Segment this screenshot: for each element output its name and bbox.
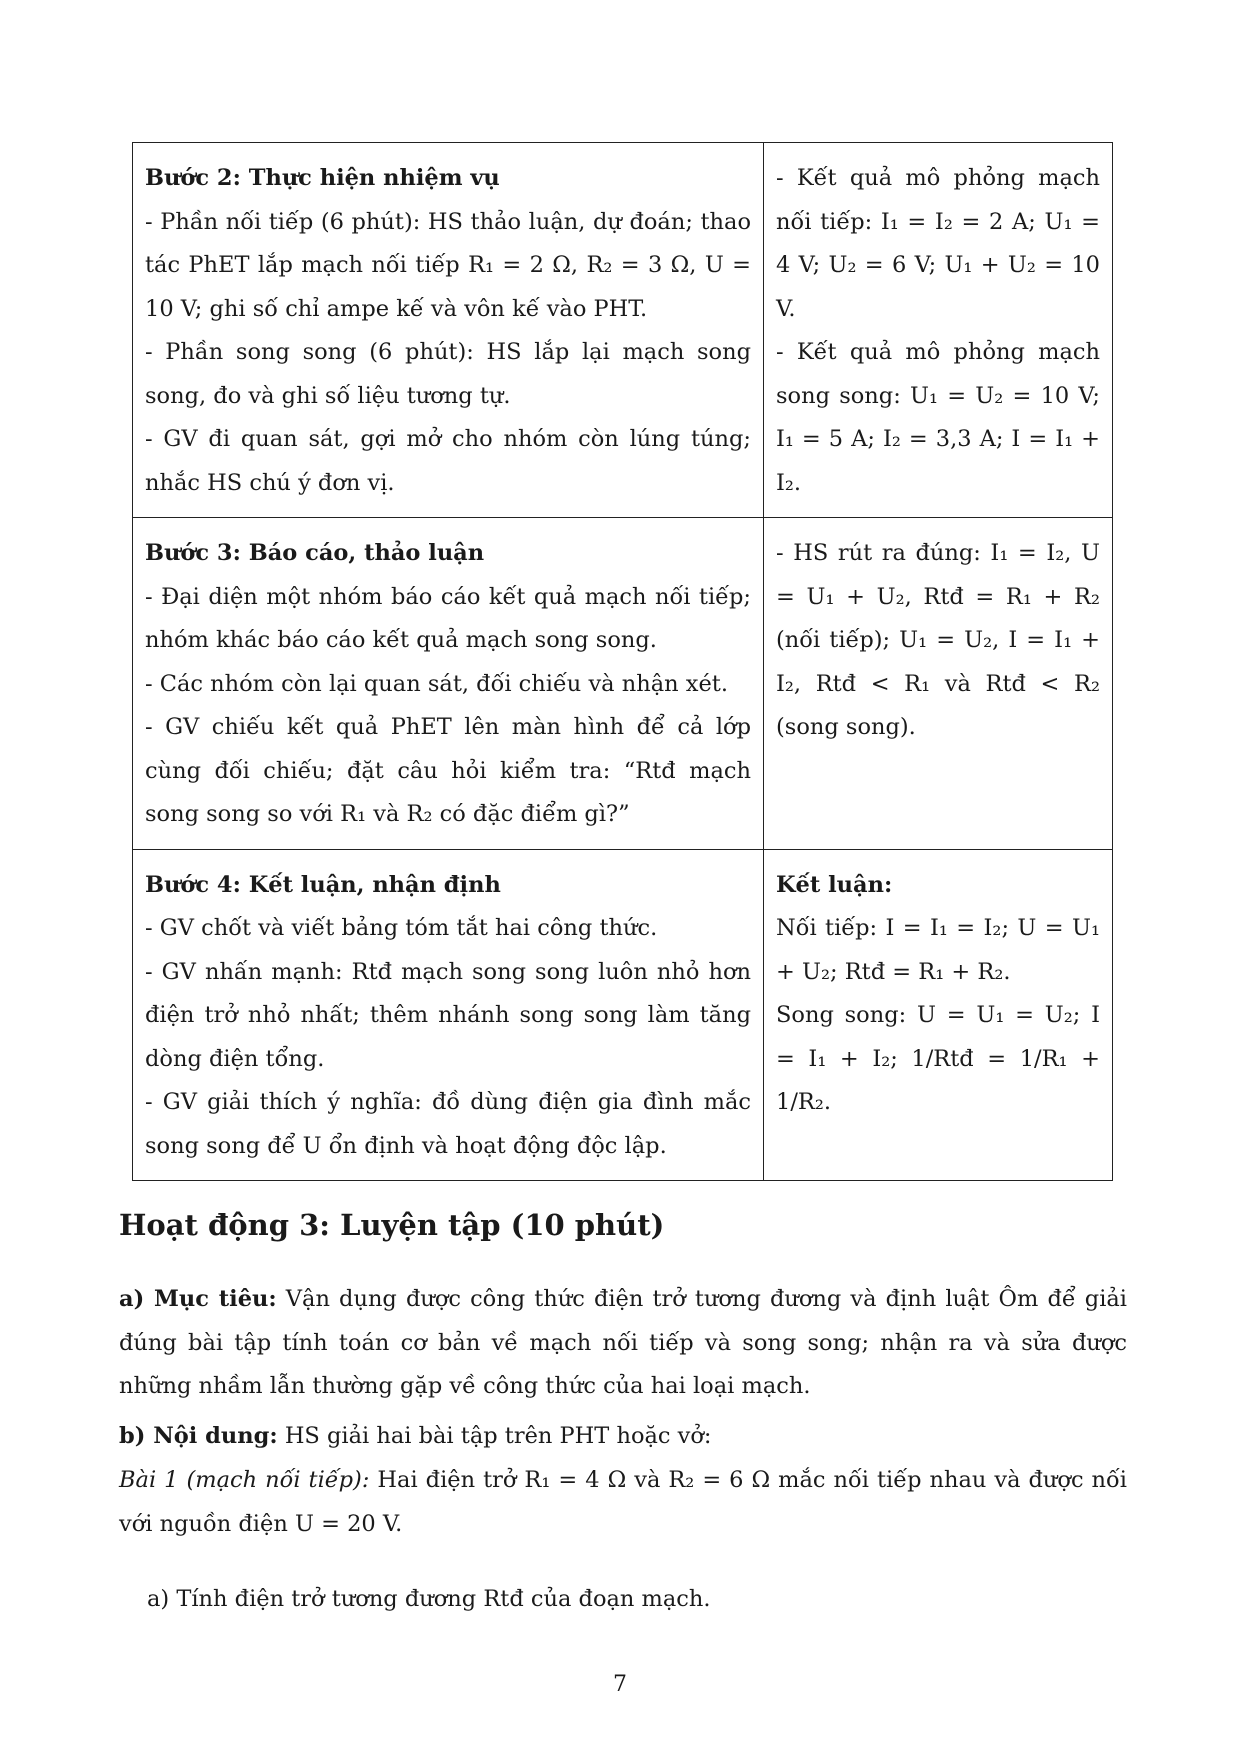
- conclusion-parallel: Song song: U = U₁ = U₂; I = I₁ + I₂; 1/Rtđ = 1/R₁ + 1/R₂.: [776, 1002, 1100, 1115]
- exercise-subitem: a) Tính điện trở tương đương Rtđ của đoạn mạch.: [147, 1586, 711, 1612]
- exercise-text: Hai điện trở R₁ = 4 Ω và R₂ = 6 Ω mắc nối tiếp nhau và được nối với nguồn điện U = 20 V.: [119, 1467, 1127, 1537]
- table-row: [133, 143, 1113, 518]
- objective-paragraph: [119, 1278, 1127, 1409]
- exercise-label: Bài 1 (mạch nối tiếp):: [119, 1467, 370, 1493]
- content-text: HS giải hai bài tập trên PHT hoặc vở:: [284, 1423, 712, 1449]
- step-line: - GV đi quan sát, gợi mở cho nhóm còn lúng túng; nhắc HS chú ý đơn vị.: [145, 426, 751, 496]
- content-label: b) Nội dung:: [119, 1423, 278, 1449]
- objective-label: a) Mục tiêu:: [119, 1286, 277, 1312]
- step-4-cell: [133, 849, 764, 1181]
- objective-text: Vận dụng được công thức điện trở tương đương và định luật Ôm để giải đúng bài tập tính toán cơ bản về mạch nối tiếp và song song; nhận ra và sửa được những nhầm lẫn thường gặp về công thức của hai loại mạch.: [119, 1286, 1127, 1399]
- result-line: - Kết quả mô phỏng mạch song song: U₁ = U₂ = 10 V; I₁ = 5 A; I₂ = 3,3 A; I = I₁ + I₂.: [776, 339, 1100, 496]
- step-line: - GV chiếu kết quả PhET lên màn hình để cả lớp cùng đối chiếu; đặt câu hỏi kiểm tra: “Rtđ mạch song song so với R₁ và R₂ có đặc điểm gì?”: [145, 714, 751, 827]
- conclusion-series: Nối tiếp: I = I₁ = I₂; U = U₁ + U₂; Rtđ = R₁ + R₂.: [776, 915, 1100, 985]
- step-3-cell: [133, 518, 764, 850]
- activity-steps-table: [132, 142, 1113, 1181]
- result-line: - Kết quả mô phỏng mạch nối tiếp: I₁ = I₂ = 2 A; U₁ = 4 V; U₂ = 6 V; U₁ + U₂ = 10 V.: [776, 165, 1100, 322]
- step-4-result-cell: [764, 849, 1113, 1181]
- content-paragraph: [119, 1415, 1127, 1459]
- table-row: [133, 849, 1113, 1181]
- conclusion-title: Kết luận:: [776, 871, 893, 898]
- step-line: - GV giải thích ý nghĩa: đồ dùng điện gia đình mắc song song để U ổn định và hoạt động độc lập.: [145, 1089, 751, 1159]
- section-heading: Hoạt động 3: Luyện tập (10 phút): [119, 1208, 665, 1242]
- step-line: - Phần nối tiếp (6 phút): HS thảo luận, dự đoán; thao tác PhET lắp mạch nối tiếp R₁ = 2 Ω, R₂ = 3 Ω, U = 10 V; ghi số chỉ ampe kế và vôn kế vào PHT.: [145, 208, 751, 322]
- step-2-cell: [133, 143, 764, 518]
- step-line: - Các nhóm còn lại quan sát, đối chiếu và nhận xét.: [145, 670, 728, 697]
- page-number: 7: [613, 1672, 627, 1697]
- table-row: [133, 518, 1113, 850]
- result-line: - HS rút ra đúng: I₁ = I₂, U = U₁ + U₂, Rtđ = R₁ + R₂ (nối tiếp); U₁ = U₂, I = I₁ + I₂, Rtđ < R₁ và Rtđ < R₂ (song song).: [776, 540, 1100, 740]
- step-line: - Phần song song (6 phút): HS lắp lại mạch song song, đo và ghi số liệu tương tự.: [145, 339, 751, 409]
- step-title: Bước 2: Thực hiện nhiệm vụ: [145, 165, 500, 191]
- step-title: Bước 3: Báo cáo, thảo luận: [145, 540, 485, 566]
- step-line: - Đại diện một nhóm báo cáo kết quả mạch nối tiếp; nhóm khác báo cáo kết quả mạch song song.: [145, 583, 751, 653]
- exercise-paragraph: [119, 1459, 1127, 1546]
- step-title: Bước 4: Kết luận, nhận định: [145, 871, 501, 898]
- step-line: - GV nhấn mạnh: Rtđ mạch song song luôn nhỏ hơn điện trở nhỏ nhất; thêm nhánh song song làm tăng dòng điện tổng.: [145, 958, 751, 1072]
- step-line: - GV chốt và viết bảng tóm tắt hai công thức.: [145, 915, 658, 941]
- step-2-result-cell: [764, 143, 1113, 518]
- step-3-result-cell: [764, 518, 1113, 850]
